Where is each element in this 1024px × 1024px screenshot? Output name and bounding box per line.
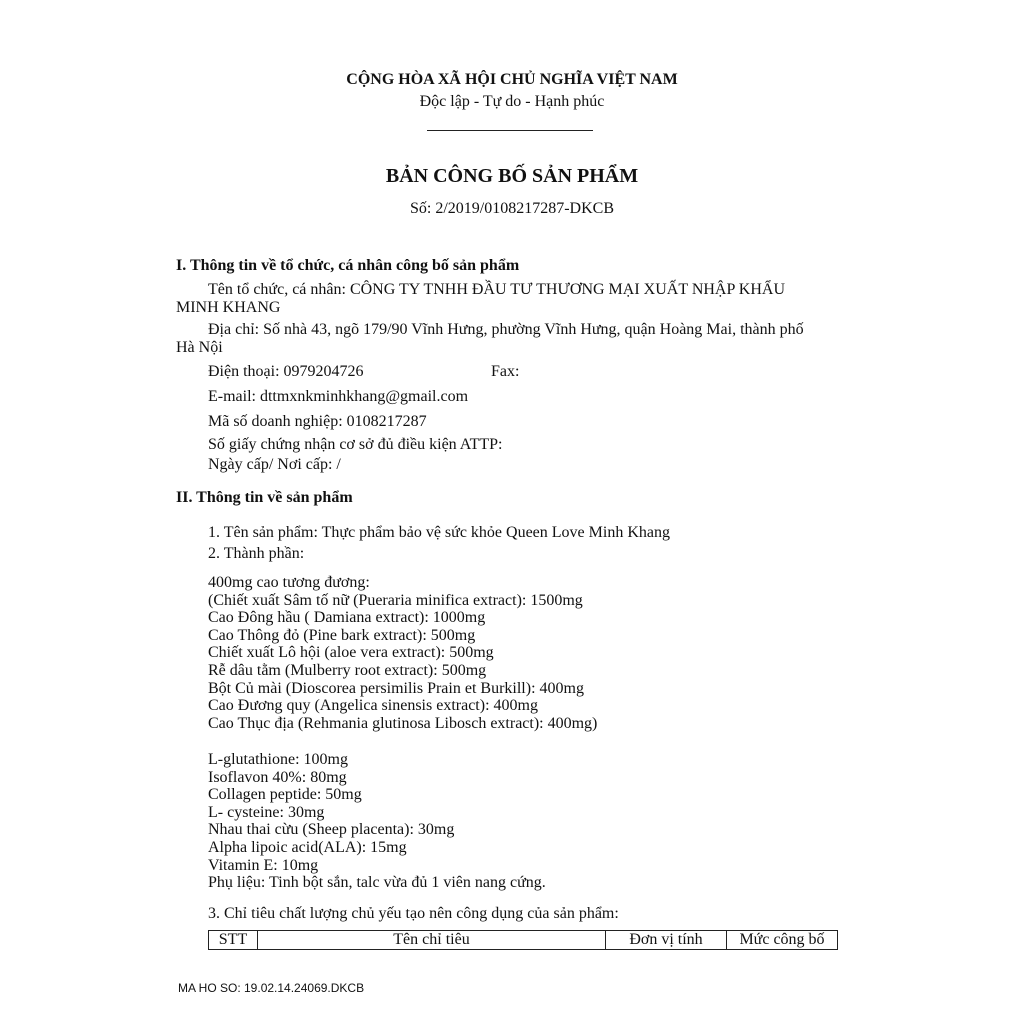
certificate: Số giấy chứng nhận cơ sở đủ điều kiện ATTP: — [208, 436, 503, 453]
address-cont: Hà Nội — [176, 339, 223, 356]
quality-label: 3. Chỉ tiêu chất lượng chủ yếu tạo nên công dụng của sản phẩm: — [208, 905, 619, 922]
ingredient-line: Cao Thông đỏ (Pine bark extract): 500mg — [208, 626, 476, 644]
ingredient-line: Alpha lipoic acid(ALA): 15mg — [208, 839, 407, 856]
quality-table — [208, 930, 838, 950]
product-name: 1. Tên sản phẩm: Thực phẩm bảo vệ sức khỏe Queen Love Minh Khang — [208, 524, 670, 541]
org-name-cont: MINH KHANG — [176, 299, 281, 316]
ingredient-line: Chiết xuất Lô hội (aloe vera extract): 500mg — [208, 644, 494, 662]
fax: Fax: — [491, 363, 520, 380]
ingredient-line: Vitamin E: 10mg — [208, 856, 319, 874]
ingredient-line: Phụ liệu: Tinh bột sắn, talc vừa đủ 1 viên nang cứng. — [208, 874, 546, 892]
ingredient-line: L- cysteine: 30mg — [208, 803, 325, 821]
org-name: Tên tổ chức, cá nhân: CÔNG TY TNHH ĐẦU TƯ THƯƠNG MẠI XUẤT NHẬP KHẨU — [208, 281, 785, 298]
table-header-row — [209, 931, 838, 950]
ingredient-line: Isoflavon 40%: 80mg — [208, 768, 347, 786]
ingredient-line: L-glutathione: 100mg — [208, 751, 348, 768]
motto: Độc lập - Tự do - Hạnh phúc — [419, 93, 605, 110]
ingredient-line: Cao Đương quy (Angelica sinensis extract): 400mg — [208, 697, 538, 715]
ingredient-line: Collagen peptide: 50mg — [208, 786, 362, 804]
ingredient-line: (Chiết xuất Sâm tố nữ (Pueraria minifica extract): 1500mg — [208, 591, 583, 609]
header-unit: Đơn vị tính — [606, 931, 727, 950]
document-number: Số: 2/2019/0108217287-DKCB — [409, 200, 614, 217]
divider — [427, 130, 593, 131]
header-name: Tên chỉ tiêu — [258, 931, 606, 950]
phone: Điện thoại: 0979204726 — [208, 363, 364, 380]
ingredient-line: Bột Củ mài (Dioscorea persimilis Prain et Burkill): 400mg — [208, 679, 584, 697]
ingredient-line: Nhau thai cừu (Sheep placenta): 30mg — [208, 821, 455, 839]
ingredient-line: Rễ dâu tằm (Mulberry root extract): 500mg — [208, 662, 487, 679]
header-level: Mức công bố — [727, 931, 838, 950]
address: Địa chỉ: Số nhà 43, ngõ 179/90 Vĩnh Hưng, phường Vĩnh Hưng, quận Hoàng Mai, thành phố — [208, 321, 804, 338]
email: E-mail: dttmxnkminhkhang@gmail.com — [208, 388, 469, 405]
ingredient-line: Cao Đông hầu ( Damiana extract): 1000mg — [208, 609, 486, 627]
nation-heading: CỘNG HÒA XÃ HỘI CHỦ NGHĨA VIỆT NAM — [346, 71, 678, 88]
ingredients-label: 2. Thành phần: — [208, 545, 305, 562]
section-1-heading: I. Thông tin về tổ chức, cá nhân công bố sản phẩm — [176, 257, 520, 274]
section-2-heading: II. Thông tin về sản phẩm — [176, 489, 353, 506]
file-code: MA HO SO: 19.02.14.24069.DKCB — [178, 981, 365, 995]
header-stt: STT — [209, 931, 258, 950]
document-title: BẢN CÔNG BỐ SẢN PHẨM — [385, 165, 639, 187]
ingredient-line: 400mg cao tương đương: — [208, 574, 370, 591]
issued: Ngày cấp/ Nơi cấp: / — [208, 456, 341, 473]
tax-code: Mã số doanh nghiệp: 0108217287 — [208, 413, 427, 430]
ingredient-line: Cao Thục địa (Rehmania glutinosa Libosch extract): 400mg) — [208, 714, 598, 732]
